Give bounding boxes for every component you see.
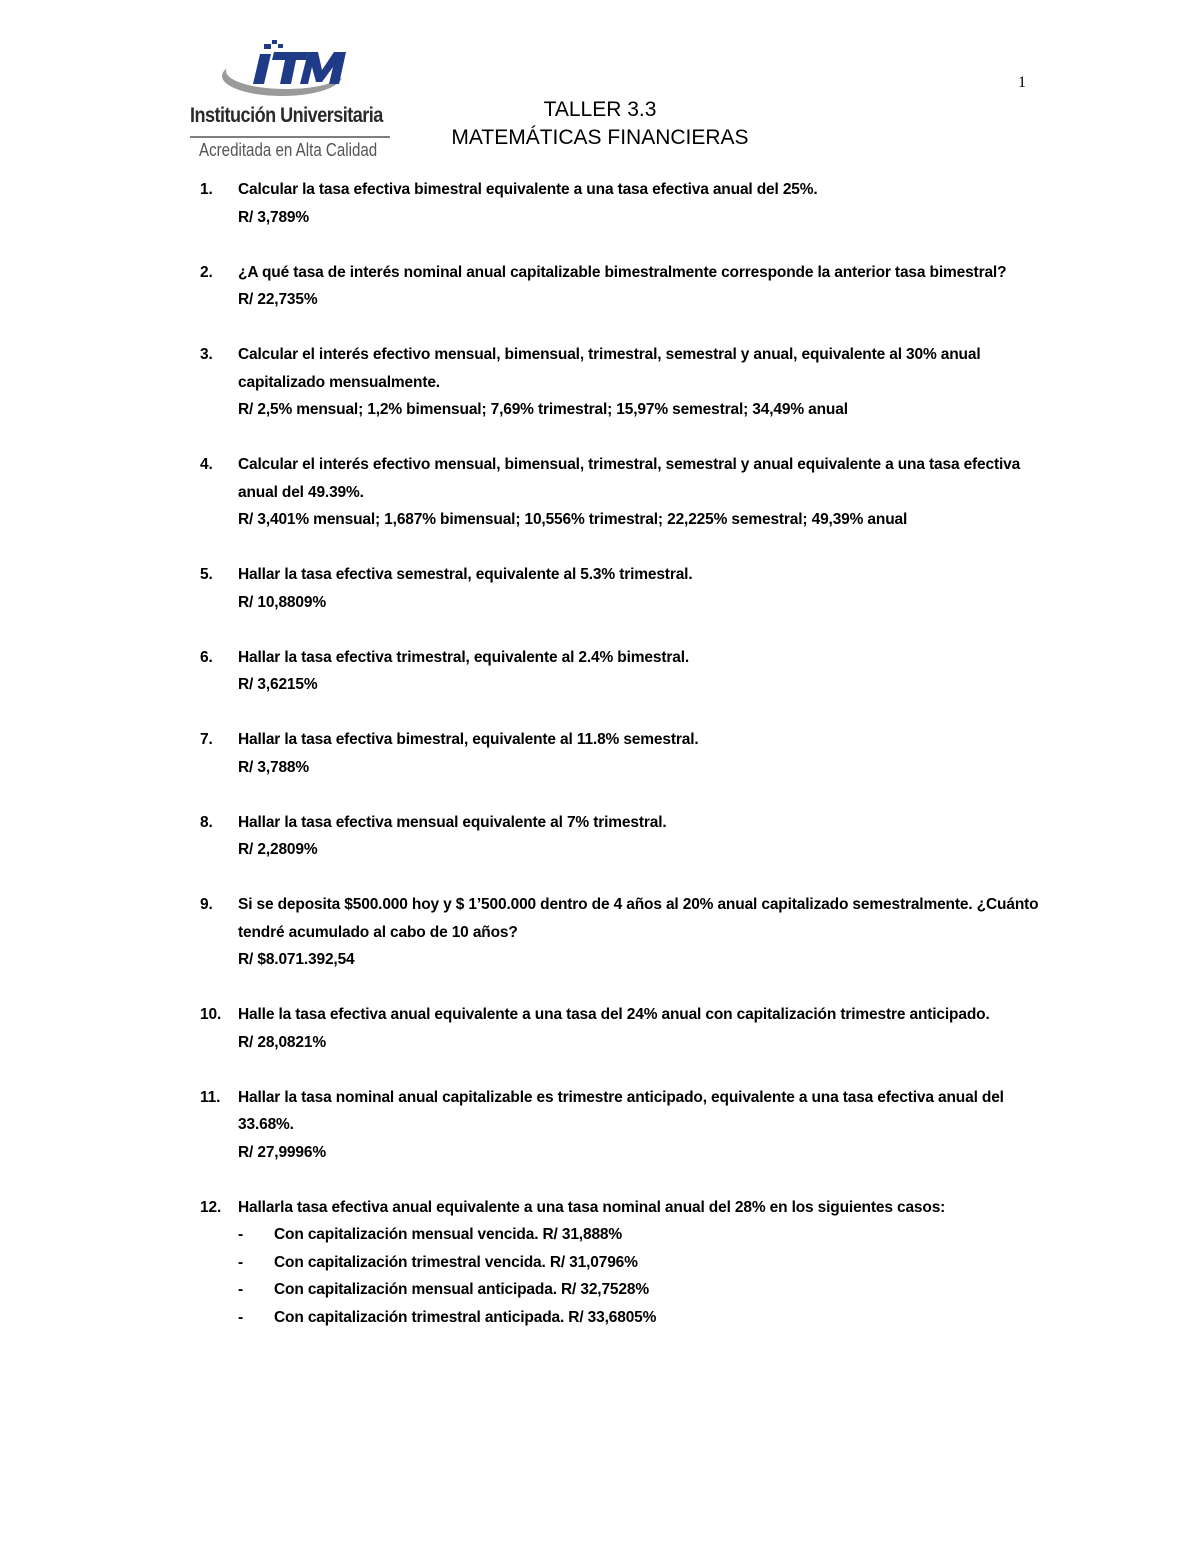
exercise-number: 11. bbox=[200, 1088, 221, 1106]
logo-institution-text: Institución Universitaria bbox=[190, 104, 383, 127]
exercise-item bbox=[200, 341, 1050, 424]
exercise-answer: R/ 3,401% mensual; 1,687% bimensual; 10,556% trimestral; 22,225% semestral; 49,39% anual bbox=[238, 511, 908, 528]
exercise-question: ¿A qué tasa de interés nominal anual capitalizable bimestralmente corresponde la anterior tasa bimestral? bbox=[238, 263, 1007, 281]
exercise-item bbox=[200, 726, 1050, 781]
case-text: Con capitalización trimestral anticipada. R/ 33,6805% bbox=[274, 1308, 657, 1326]
exercise-question: Hallar la tasa efectiva bimestral, equivalente al 11.8% semestral. bbox=[238, 731, 699, 748]
exercise-question: Calcular el interés efectivo mensual, bimensual, trimestral, semestral y anual, equivalente al 30% anual capitalizado mensualmente. bbox=[238, 346, 981, 391]
exercise-list bbox=[200, 176, 1050, 1359]
exercise-item bbox=[200, 259, 1050, 314]
exercise-answer: R/ 28,0821% bbox=[238, 1033, 326, 1051]
exercise-answer: R/ 27,9996% bbox=[238, 1143, 326, 1161]
exercise-question: Hallar la tasa efectiva trimestral, equivalente al 2.4% bimestral. bbox=[238, 648, 690, 666]
exercise-question: Halle la tasa efectiva anual equivalente a una tasa del 24% anual con capitalización trimestre anticipado. bbox=[238, 1006, 990, 1023]
logo-accreditation-text: Acreditada en Alta Calidad bbox=[199, 140, 378, 160]
exercise-answer: R/ 3,6215% bbox=[238, 676, 318, 693]
exercise-number: 2. bbox=[200, 263, 213, 281]
document-title: TALLER 3.3 bbox=[543, 98, 657, 121]
case-text: Con capitalización mensual anticipada. R/ 32,7528% bbox=[274, 1281, 649, 1298]
case-text: Con capitalización trimestral vencida. R/ 31,0796% bbox=[274, 1253, 638, 1271]
bullet-dash: - bbox=[238, 1308, 244, 1326]
case-item bbox=[238, 1221, 1050, 1249]
case-item bbox=[238, 1249, 1050, 1277]
exercise-question: Hallar la tasa efectiva semestral, equivalente al 5.3% trimestral. bbox=[238, 566, 693, 583]
exercise-item bbox=[200, 451, 1050, 534]
exercise-number: 8. bbox=[200, 813, 213, 831]
exercise-item bbox=[200, 1194, 1050, 1332]
itm-swoosh-logo-icon bbox=[220, 38, 360, 100]
exercise-number: 4. bbox=[200, 456, 213, 473]
exercise-answer: R/ 2,5% mensual; 1,2% bimensual; 7,69% trimestral; 15,97% semestral; 34,49% anual bbox=[238, 401, 848, 418]
exercise-item bbox=[200, 809, 1050, 864]
exercise-answer: R/ 2,2809% bbox=[238, 841, 318, 858]
case-item bbox=[238, 1276, 1050, 1304]
bullet-dash: - bbox=[238, 1226, 244, 1243]
exercise-answer: R/ 10,8809% bbox=[238, 593, 326, 611]
exercise-number: 12. bbox=[200, 1198, 222, 1216]
exercise-answer: R/ 22,735% bbox=[238, 291, 318, 308]
exercise-number: 6. bbox=[200, 648, 213, 666]
exercise-item bbox=[200, 1001, 1050, 1056]
exercise-answer: R/ 3,789% bbox=[238, 208, 310, 226]
exercise-item bbox=[200, 891, 1050, 974]
logo-divider bbox=[190, 136, 390, 138]
exercise-question: Calcular el interés efectivo mensual, bimensual, trimestral, semestral y anual equivalente a una tasa efectiva anual del 49.39%. bbox=[238, 456, 1021, 501]
exercise-number: 9. bbox=[200, 896, 213, 913]
exercise-item bbox=[200, 176, 1050, 231]
exercise-answer: R/ 3,788% bbox=[238, 758, 310, 776]
case-text: Con capitalización mensual vencida. R/ 31,888% bbox=[274, 1226, 623, 1243]
exercise-number: 3. bbox=[200, 346, 213, 363]
page-number: 1 bbox=[1018, 74, 1026, 91]
exercise-number: 1. bbox=[200, 181, 213, 198]
exercise-question: Calcular la tasa efectiva bimestral equivalente a una tasa efectiva anual del 25%. bbox=[238, 181, 818, 198]
itm-logo bbox=[190, 38, 395, 163]
exercise-number: 5. bbox=[200, 566, 213, 583]
exercise-item bbox=[200, 561, 1050, 616]
exercise-question: Hallar la tasa efectiva mensual equivalente al 7% trimestral. bbox=[238, 813, 667, 831]
document-subtitle: MATEMÁTICAS FINANCIERAS bbox=[451, 126, 749, 149]
case-item bbox=[238, 1304, 1050, 1332]
exercise-answer: R/ $8.071.392,54 bbox=[238, 951, 355, 968]
bullet-dash: - bbox=[238, 1281, 244, 1298]
exercise-number: 7. bbox=[200, 731, 213, 748]
exercise-item bbox=[200, 644, 1050, 699]
exercise-question: Si se deposita $500.000 hoy y $ 1’500.000 dentro de 4 años al 20% anual capitalizado semestralmente. ¿Cuánto tendré acumulado al cabo de 10 años? bbox=[238, 896, 1039, 941]
exercise-item bbox=[200, 1084, 1050, 1167]
exercise-question: Hallar la tasa nominal anual capitalizable es trimestre anticipado, equivalente a una tasa efectiva anual del 33.68%. bbox=[238, 1088, 1004, 1133]
bullet-dash: - bbox=[238, 1253, 244, 1271]
exercise-question: Hallarla tasa efectiva anual equivalente a una tasa nominal anual del 28% en los siguientes casos: bbox=[238, 1198, 946, 1216]
exercise-number: 10. bbox=[200, 1006, 222, 1023]
